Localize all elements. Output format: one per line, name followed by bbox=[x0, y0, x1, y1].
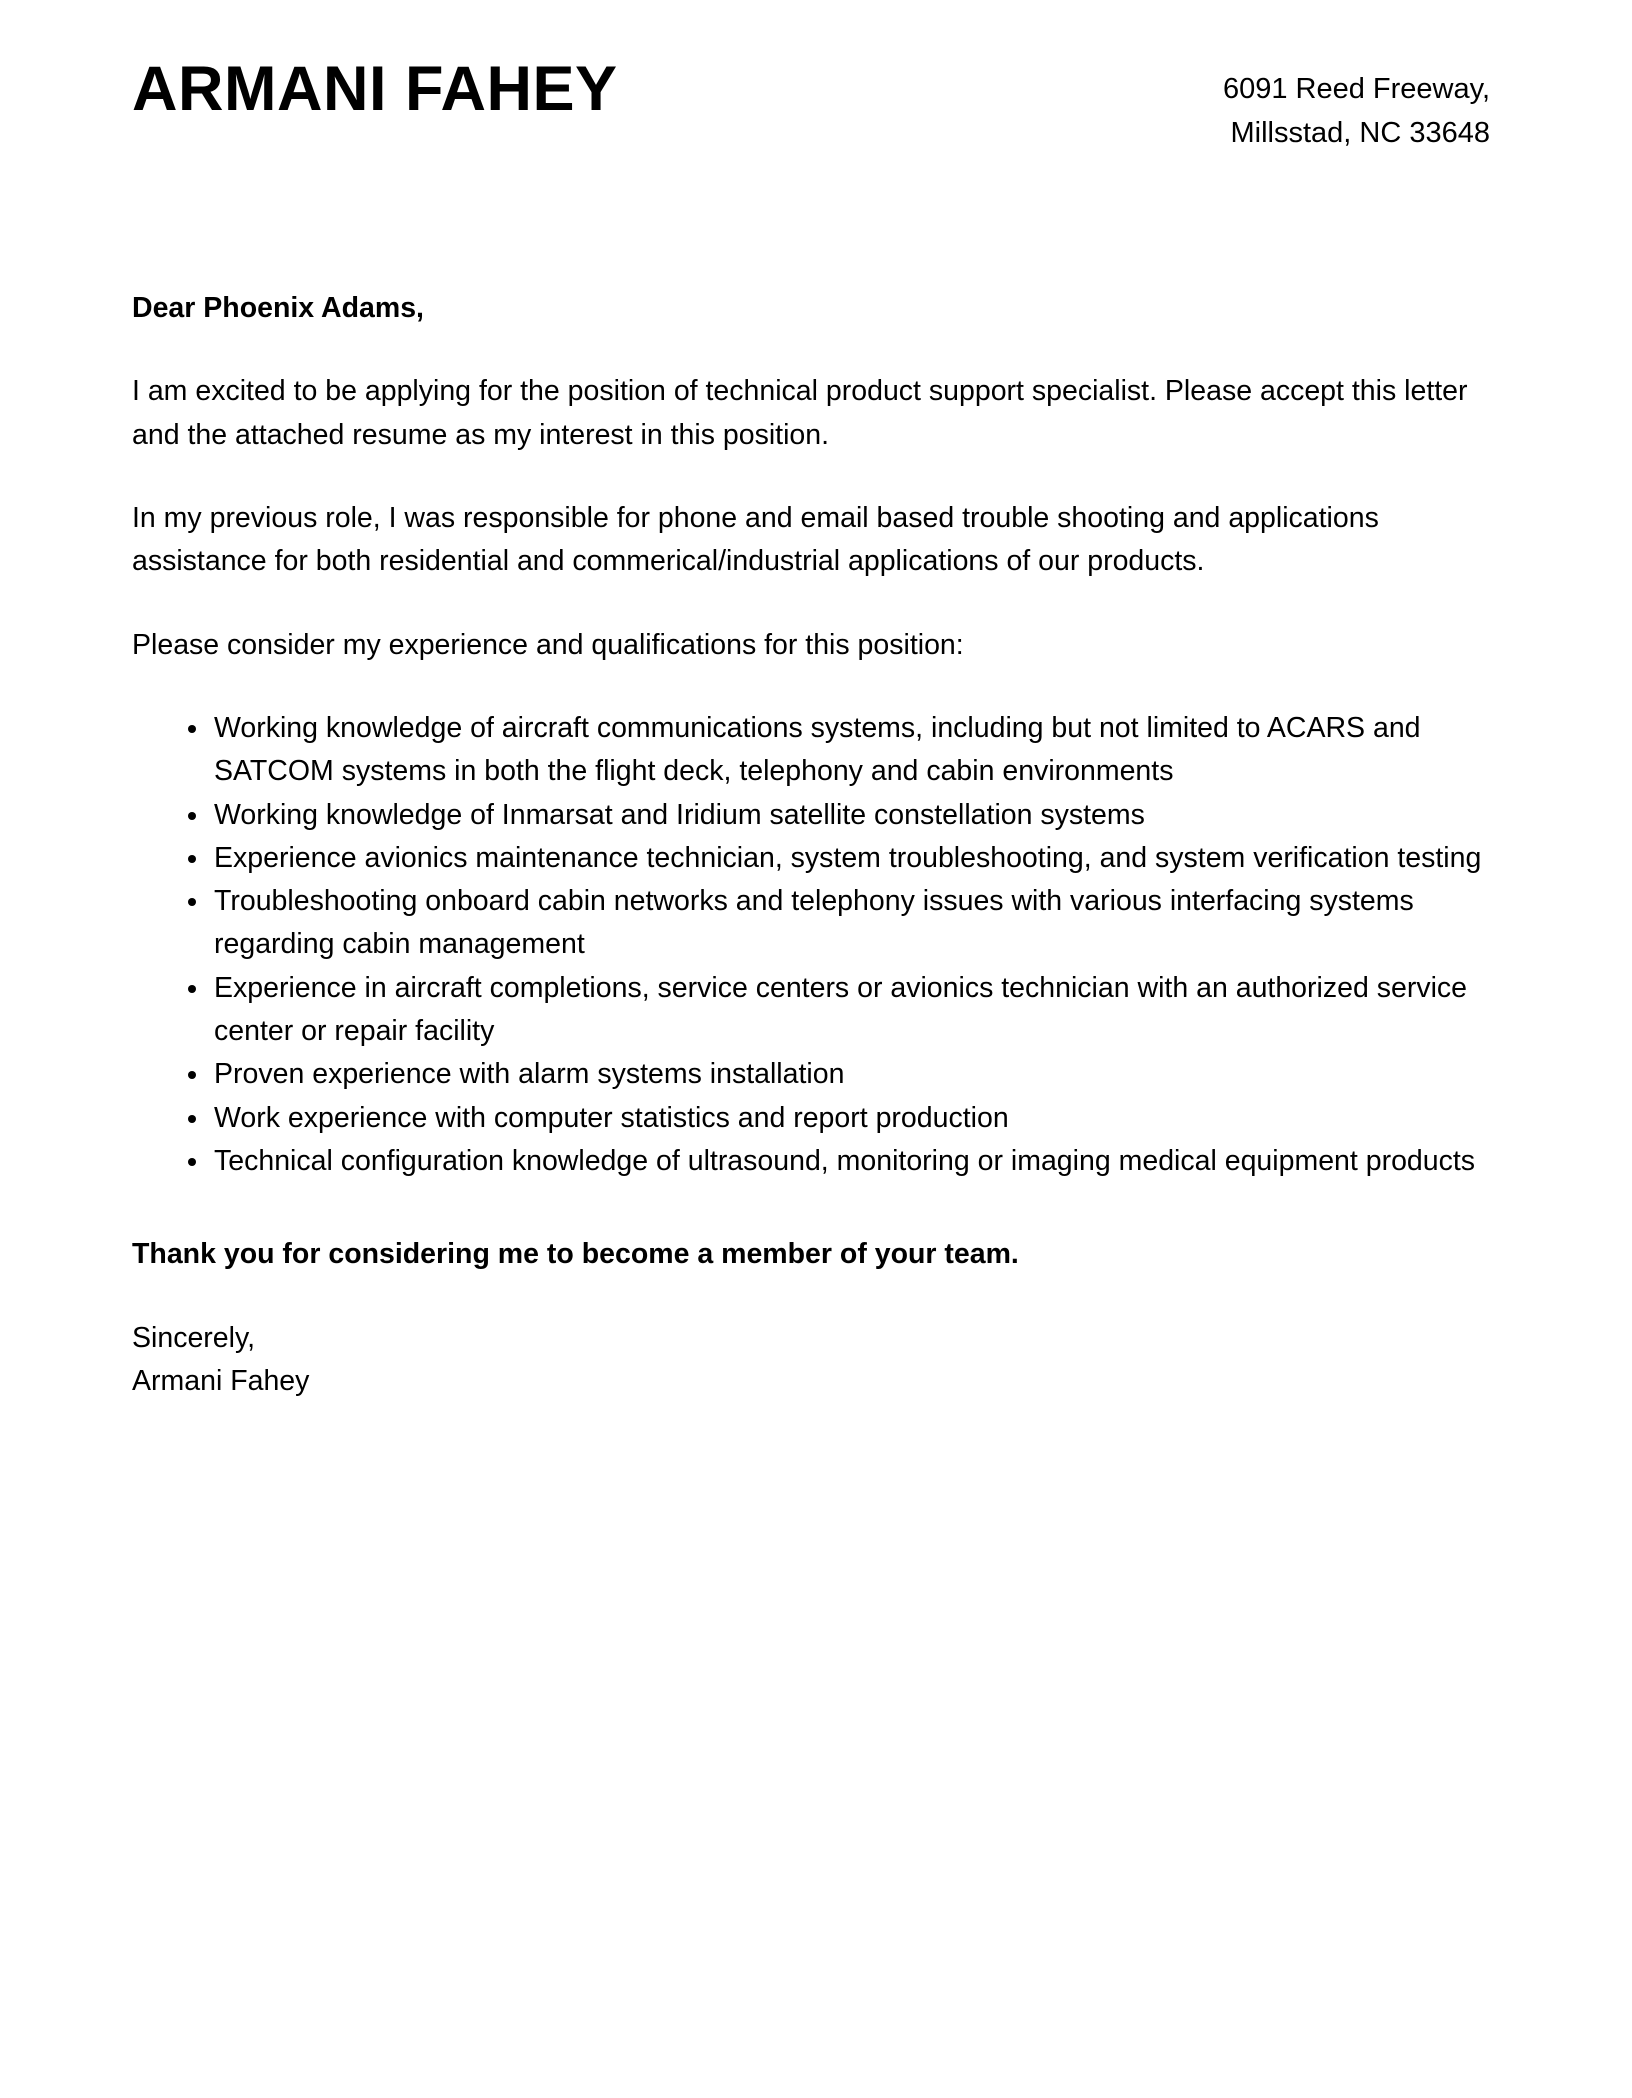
list-item: Working knowledge of Inmarsat and Iridium satellite constellation systems bbox=[182, 794, 1490, 837]
body-paragraph-3: Please consider my experience and qualifications for this position: bbox=[132, 628, 964, 661]
letter-body bbox=[132, 287, 1490, 1403]
signature-block bbox=[132, 1317, 1490, 1404]
signature-name: Armani Fahey bbox=[132, 1364, 310, 1397]
page-title: ARMANI FAHEY bbox=[132, 54, 618, 124]
sender-address-block bbox=[1223, 56, 1490, 155]
body-paragraph-1: I am excited to be applying for the position of technical product support specialist. Please accept this letter and the attached resume as my interest in this position. bbox=[132, 375, 1468, 451]
list-item: Technical configuration knowledge of ultrasound, monitoring or imaging medical equipment products bbox=[182, 1140, 1490, 1183]
list-item: Troubleshooting onboard cabin networks and telephony issues with various interfacing systems regarding cabin management bbox=[182, 880, 1490, 967]
body-paragraph-2: In my previous role, I was responsible for phone and email based trouble shooting and applications assistance for both residential and commerical/industrial applications of our products. bbox=[132, 501, 1379, 578]
address-line-city-state-zip: Millsstad, NC 33648 bbox=[1230, 116, 1490, 149]
qualifications-list bbox=[132, 707, 1490, 1183]
signoff-text: Sincerely, bbox=[132, 1321, 256, 1354]
address-line-street: 6091 Reed Freeway, bbox=[1222, 73, 1490, 105]
list-item: Experience avionics maintenance technician, system troubleshooting, and system verification testing bbox=[182, 837, 1490, 880]
letter-content bbox=[132, 0, 1490, 1403]
letter-header bbox=[132, 0, 1490, 155]
salutation: Dear Phoenix Adams, bbox=[132, 292, 424, 324]
closing-statement: Thank you for considering me to become a member of your team. bbox=[132, 1238, 1019, 1271]
list-item: Proven experience with alarm systems installation bbox=[182, 1053, 1490, 1096]
list-item: Working knowledge of aircraft communications systems, including but not limited to ACARS and SATCOM systems in both the flight deck, telephony and cabin environments bbox=[182, 707, 1490, 794]
list-item: Work experience with computer statistics and report production bbox=[182, 1097, 1490, 1140]
list-item: Experience in aircraft completions, service centers or avionics technician with an authorized service center or repair facility bbox=[182, 967, 1490, 1054]
